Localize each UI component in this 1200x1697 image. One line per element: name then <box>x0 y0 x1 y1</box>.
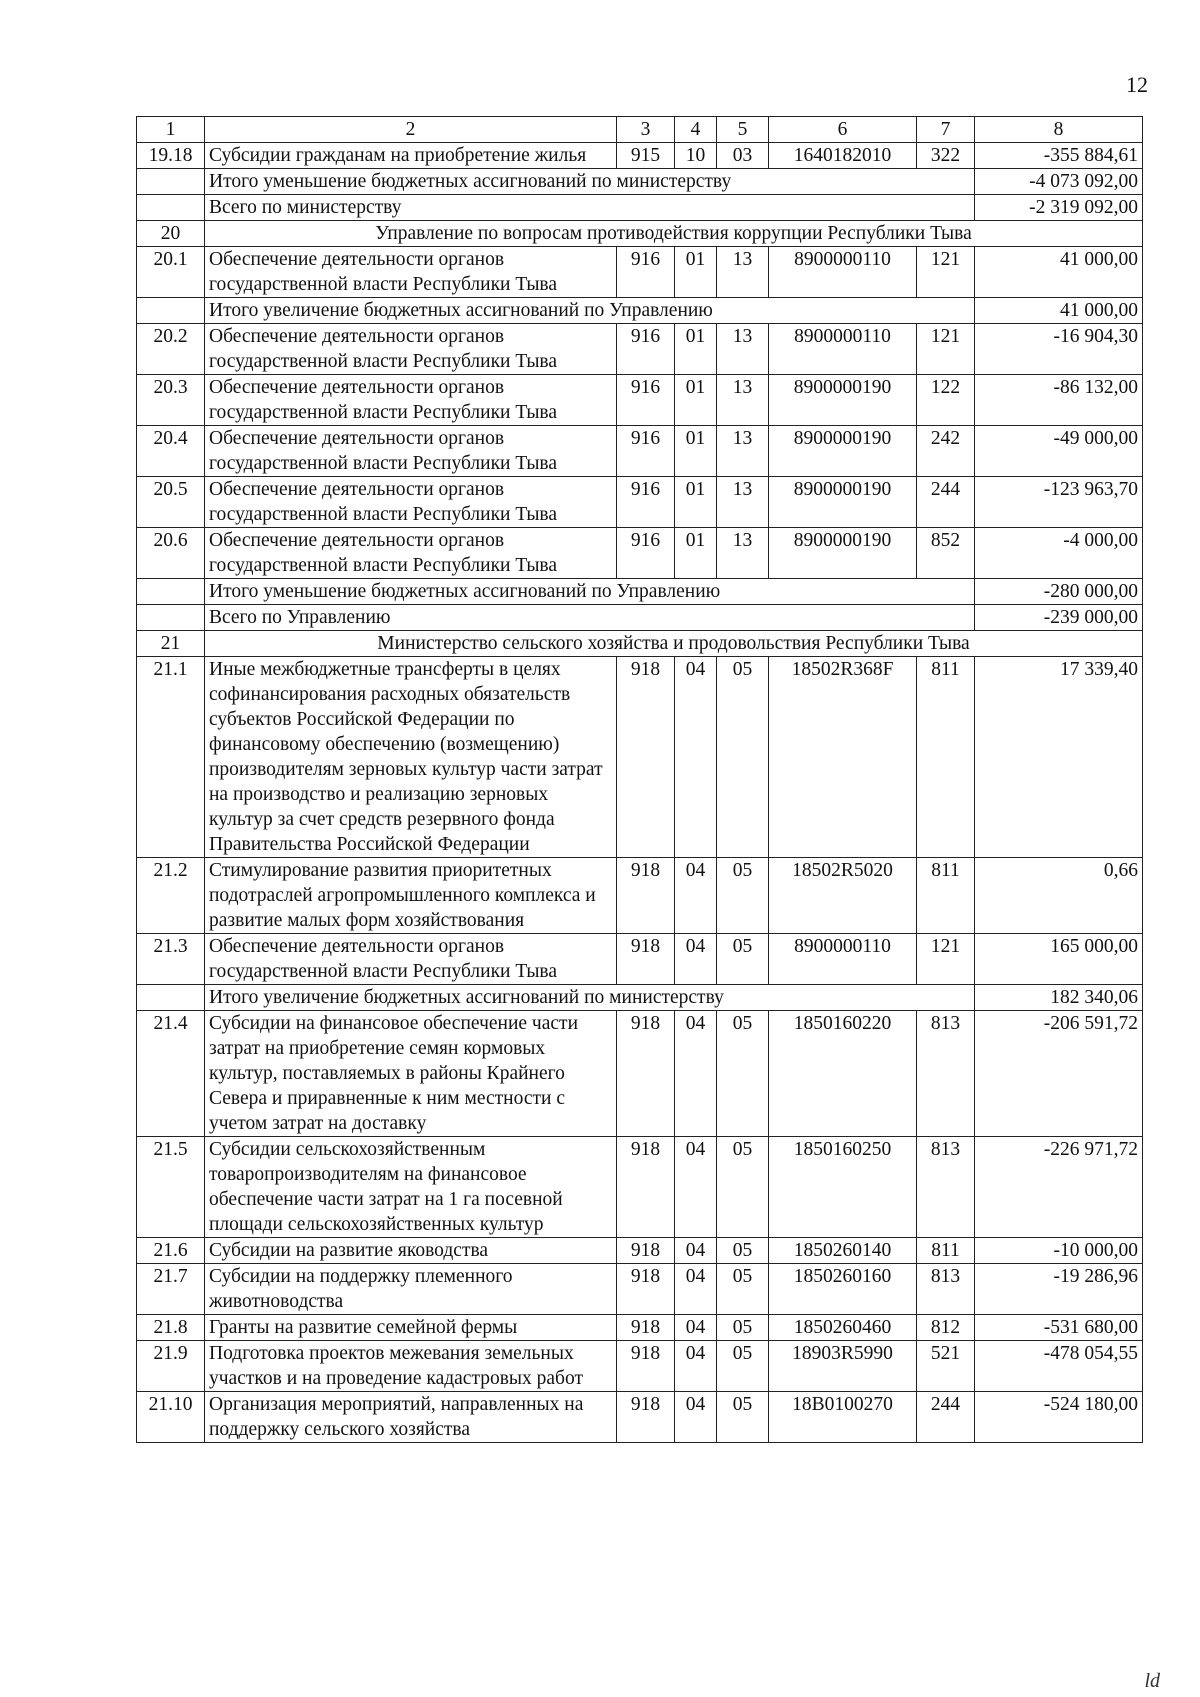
corner-mark: ld <box>1144 1670 1160 1692</box>
row-number: 21.7 <box>137 1264 205 1315</box>
code-target: 8900000110 <box>769 247 917 298</box>
section-row <box>137 221 1143 247</box>
total-amount: -239 000,00 <box>975 605 1143 631</box>
row-number: 21.6 <box>137 1238 205 1264</box>
code-ministry: 916 <box>617 324 675 375</box>
code-target: 8900000190 <box>769 477 917 528</box>
table-row <box>137 1392 1143 1443</box>
code-expense-type: 121 <box>917 324 975 375</box>
row-amount: -478 054,55 <box>975 1341 1143 1392</box>
table-row <box>137 934 1143 985</box>
table-row <box>137 657 1143 858</box>
code-target: 18502R368F <box>769 657 917 858</box>
row-name: Организация мероприятий, направленных на поддержку сельского хозяйства <box>205 1392 617 1443</box>
header-cell: 8 <box>975 117 1143 143</box>
total-amount: -2 319 092,00 <box>975 195 1143 221</box>
row-name: Обеспечение деятельности органов государственной власти Республики Тыва <box>205 477 617 528</box>
code-subsection: 13 <box>717 426 769 477</box>
total-label: Итого увеличение бюджетных ассигнований по министерству <box>205 985 975 1011</box>
code-section: 01 <box>675 426 717 477</box>
row-name: Субсидии сельскохозяйственным товаропроизводителям на финансовое обеспечение части затрат на 1 га посевной площади сельскохозяйственных культур <box>205 1137 617 1238</box>
code-expense-type: 852 <box>917 528 975 579</box>
code-section: 04 <box>675 858 717 934</box>
header-cell: 3 <box>617 117 675 143</box>
code-expense-type: 811 <box>917 657 975 858</box>
page-number: 12 <box>1126 72 1148 97</box>
table-row <box>137 1011 1143 1137</box>
code-ministry: 918 <box>617 1392 675 1443</box>
row-amount: -16 904,30 <box>975 324 1143 375</box>
code-expense-type: 521 <box>917 1341 975 1392</box>
row-number: 20.2 <box>137 324 205 375</box>
code-subsection: 05 <box>717 1264 769 1315</box>
code-ministry: 918 <box>617 1315 675 1341</box>
code-expense-type: 811 <box>917 858 975 934</box>
code-section: 01 <box>675 247 717 298</box>
code-subsection: 05 <box>717 1137 769 1238</box>
header-cell: 2 <box>205 117 617 143</box>
row-number: 20.4 <box>137 426 205 477</box>
table-row <box>137 1238 1143 1264</box>
code-section: 04 <box>675 1392 717 1443</box>
code-section: 04 <box>675 934 717 985</box>
row-amount: -4 000,00 <box>975 528 1143 579</box>
row-name: Стимулирование развития приоритетных подотраслей агропромышленного комплекса и развитие малых форм хозяйствования <box>205 858 617 934</box>
code-subsection: 05 <box>717 1341 769 1392</box>
row-name: Гранты на развитие семейной фермы <box>205 1315 617 1341</box>
code-target: 8900000110 <box>769 934 917 985</box>
code-target: 8900000190 <box>769 375 917 426</box>
header-cell: 6 <box>769 117 917 143</box>
total-amount: 182 340,06 <box>975 985 1143 1011</box>
budget-table-body <box>137 117 1143 1443</box>
table-row <box>137 528 1143 579</box>
code-target: 1850160250 <box>769 1137 917 1238</box>
row-number: 20.5 <box>137 477 205 528</box>
code-subsection: 13 <box>717 375 769 426</box>
code-target: 18502R5020 <box>769 858 917 934</box>
code-ministry: 916 <box>617 247 675 298</box>
row-number-empty <box>137 195 205 221</box>
code-target: 8900000190 <box>769 426 917 477</box>
code-expense-type: 244 <box>917 477 975 528</box>
row-name: Субсидии на развитие яководства <box>205 1238 617 1264</box>
code-subsection: 05 <box>717 934 769 985</box>
code-section: 04 <box>675 1315 717 1341</box>
table-row <box>137 247 1143 298</box>
code-expense-type: 812 <box>917 1315 975 1341</box>
row-number: 21.4 <box>137 1011 205 1137</box>
row-number: 21.3 <box>137 934 205 985</box>
row-number: 20.3 <box>137 375 205 426</box>
code-section: 04 <box>675 1011 717 1137</box>
header-cell: 5 <box>717 117 769 143</box>
table-row <box>137 1264 1143 1315</box>
code-ministry: 918 <box>617 1264 675 1315</box>
header-cell: 7 <box>917 117 975 143</box>
code-expense-type: 244 <box>917 1392 975 1443</box>
row-amount: 165 000,00 <box>975 934 1143 985</box>
code-ministry: 918 <box>617 1238 675 1264</box>
row-number: 21.1 <box>137 657 205 858</box>
row-number-empty <box>137 298 205 324</box>
section-number: 21 <box>137 631 205 657</box>
code-section: 04 <box>675 657 717 858</box>
row-name: Субсидии на финансовое обеспечение части затрат на приобретение семян кормовых культур, поставляемых в районы Крайнего Севера и приравненные к ним местности с учетом затрат на доставку <box>205 1011 617 1137</box>
code-subsection: 13 <box>717 247 769 298</box>
code-ministry: 916 <box>617 426 675 477</box>
row-number: 21.9 <box>137 1341 205 1392</box>
total-row <box>137 605 1143 631</box>
total-amount: -280 000,00 <box>975 579 1143 605</box>
row-amount: -86 132,00 <box>975 375 1143 426</box>
code-subsection: 05 <box>717 1238 769 1264</box>
row-amount: -123 963,70 <box>975 477 1143 528</box>
code-ministry: 916 <box>617 528 675 579</box>
code-subsection: 03 <box>717 143 769 169</box>
code-section: 01 <box>675 477 717 528</box>
budget-table <box>136 116 1143 1443</box>
code-target: 1850260460 <box>769 1315 917 1341</box>
row-number: 20.1 <box>137 247 205 298</box>
row-amount: -206 591,72 <box>975 1011 1143 1137</box>
section-title: Министерство сельского хозяйства и продовольствия Республики Тыва <box>205 631 1143 657</box>
row-name: Обеспечение деятельности органов государственной власти Республики Тыва <box>205 528 617 579</box>
total-row <box>137 195 1143 221</box>
code-subsection: 13 <box>717 324 769 375</box>
code-expense-type: 121 <box>917 247 975 298</box>
code-target: 18B0100270 <box>769 1392 917 1443</box>
section-row <box>137 631 1143 657</box>
row-name: Иные межбюджетные трансферты в целях софинансирования расходных обязательств субъектов Российской Федерации по финансовому обеспечению (возмещению) производителям зерновых культур части затрат на производство и реализацию зерновых культур за счет средств резервного фонда Правительства Российской Федерации <box>205 657 617 858</box>
total-row <box>137 579 1143 605</box>
code-subsection: 05 <box>717 1392 769 1443</box>
row-name: Обеспечение деятельности органов государственной власти Республики Тыва <box>205 934 617 985</box>
row-number: 21.2 <box>137 858 205 934</box>
code-section: 01 <box>675 324 717 375</box>
table-row <box>137 426 1143 477</box>
code-target: 1850260140 <box>769 1238 917 1264</box>
row-amount: -355 884,61 <box>975 143 1143 169</box>
code-section: 04 <box>675 1238 717 1264</box>
total-row <box>137 985 1143 1011</box>
code-target: 1850260160 <box>769 1264 917 1315</box>
code-subsection: 05 <box>717 1315 769 1341</box>
row-amount: 0,66 <box>975 858 1143 934</box>
row-number: 19.18 <box>137 143 205 169</box>
header-cell: 1 <box>137 117 205 143</box>
table-row <box>137 1315 1143 1341</box>
code-ministry: 918 <box>617 858 675 934</box>
total-row <box>137 298 1143 324</box>
row-name: Подготовка проектов межевания земельных участков и на проведение кадастровых работ <box>205 1341 617 1392</box>
code-ministry: 918 <box>617 934 675 985</box>
table-row <box>137 1137 1143 1238</box>
code-expense-type: 811 <box>917 1238 975 1264</box>
total-label: Итого уменьшение бюджетных ассигнований по Управлению <box>205 579 975 605</box>
code-subsection: 05 <box>717 1011 769 1137</box>
row-number-empty <box>137 605 205 631</box>
code-subsection: 05 <box>717 858 769 934</box>
code-section: 01 <box>675 375 717 426</box>
header-cell: 4 <box>675 117 717 143</box>
row-name: Субсидии на поддержку племенного животноводства <box>205 1264 617 1315</box>
code-expense-type: 322 <box>917 143 975 169</box>
code-section: 04 <box>675 1341 717 1392</box>
row-amount: -524 180,00 <box>975 1392 1143 1443</box>
total-label: Всего по Управлению <box>205 605 975 631</box>
code-expense-type: 121 <box>917 934 975 985</box>
section-number: 20 <box>137 221 205 247</box>
code-target: 1640182010 <box>769 143 917 169</box>
code-ministry: 918 <box>617 1137 675 1238</box>
code-expense-type: 813 <box>917 1011 975 1137</box>
row-name: Обеспечение деятельности органов государственной власти Республики Тыва <box>205 375 617 426</box>
code-target: 8900000110 <box>769 324 917 375</box>
code-section: 04 <box>675 1264 717 1315</box>
row-number-empty <box>137 169 205 195</box>
code-ministry: 916 <box>617 477 675 528</box>
code-target: 18903R5990 <box>769 1341 917 1392</box>
total-label: Всего по министерству <box>205 195 975 221</box>
total-row <box>137 169 1143 195</box>
code-subsection: 13 <box>717 477 769 528</box>
row-name: Субсидии гражданам на приобретение жилья <box>205 143 617 169</box>
header-row <box>137 117 1143 143</box>
code-ministry: 915 <box>617 143 675 169</box>
row-number: 21.5 <box>137 1137 205 1238</box>
total-label: Итого уменьшение бюджетных ассигнований по министерству <box>205 169 975 195</box>
row-amount: -531 680,00 <box>975 1315 1143 1341</box>
row-number: 20.6 <box>137 528 205 579</box>
row-name: Обеспечение деятельности органов государственной власти Республики Тыва <box>205 426 617 477</box>
code-subsection: 13 <box>717 528 769 579</box>
code-ministry: 916 <box>617 375 675 426</box>
code-section: 10 <box>675 143 717 169</box>
table-row <box>137 1341 1143 1392</box>
total-amount: -4 073 092,00 <box>975 169 1143 195</box>
code-ministry: 918 <box>617 1011 675 1137</box>
row-name: Обеспечение деятельности органов государственной власти Республики Тыва <box>205 324 617 375</box>
code-target: 8900000190 <box>769 528 917 579</box>
row-amount: -19 286,96 <box>975 1264 1143 1315</box>
table-row <box>137 858 1143 934</box>
code-expense-type: 242 <box>917 426 975 477</box>
code-expense-type: 813 <box>917 1264 975 1315</box>
total-label: Итого увеличение бюджетных ассигнований по Управлению <box>205 298 975 324</box>
row-number-empty <box>137 985 205 1011</box>
code-section: 04 <box>675 1137 717 1238</box>
row-name: Обеспечение деятельности органов государственной власти Республики Тыва <box>205 247 617 298</box>
row-amount: 41 000,00 <box>975 247 1143 298</box>
code-section: 01 <box>675 528 717 579</box>
code-subsection: 05 <box>717 657 769 858</box>
row-number: 21.10 <box>137 1392 205 1443</box>
table-row <box>137 324 1143 375</box>
table-row <box>137 143 1143 169</box>
code-target: 1850160220 <box>769 1011 917 1137</box>
row-amount: -226 971,72 <box>975 1137 1143 1238</box>
code-expense-type: 813 <box>917 1137 975 1238</box>
table-row <box>137 477 1143 528</box>
row-amount: -49 000,00 <box>975 426 1143 477</box>
row-number-empty <box>137 579 205 605</box>
table-row <box>137 375 1143 426</box>
total-amount: 41 000,00 <box>975 298 1143 324</box>
code-ministry: 918 <box>617 1341 675 1392</box>
code-expense-type: 122 <box>917 375 975 426</box>
row-number: 21.8 <box>137 1315 205 1341</box>
section-title: Управление по вопросам противодействия коррупции Республики Тыва <box>205 221 1143 247</box>
code-ministry: 918 <box>617 657 675 858</box>
row-amount: -10 000,00 <box>975 1238 1143 1264</box>
row-amount: 17 339,40 <box>975 657 1143 858</box>
